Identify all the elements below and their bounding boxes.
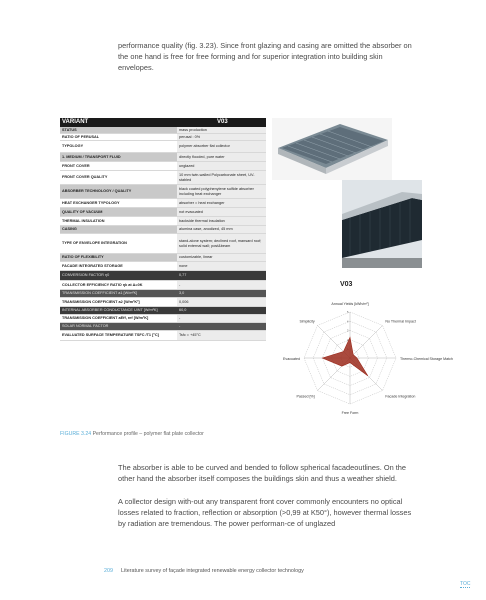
table-row <box>60 234 266 254</box>
row-label: THERMAL INSULATION <box>62 218 105 223</box>
table-header <box>60 118 266 127</box>
row-value: 3,0 <box>177 290 266 297</box>
table-row <box>60 127 266 134</box>
row-label: FRONT COVER <box>62 163 90 168</box>
row-label: TYPE OF ENVELOPE INTEGRATION <box>62 241 127 246</box>
row-label: CONVERSION FACTOR η0 <box>62 273 110 278</box>
radar-series-v03 <box>322 337 367 376</box>
paragraph-1: The absorber is able to be curved and bended to follow spherical facadeoutlines. On the other hand the absorber itself composes the buildings skin and thus a weather shield. <box>118 463 407 483</box>
row-value: 0,77 <box>177 271 266 280</box>
photo-area <box>272 118 422 268</box>
variant-table <box>60 118 266 341</box>
row-value: 10 mm twin-walled Polycarbonate sheet, UV-stabled <box>177 171 266 184</box>
table-row <box>60 262 266 271</box>
row-value: stand-alone system; declined roof, mansard roof; solid external wall; post&beam <box>177 234 266 253</box>
running-footer: Literature survey of façade integrated renewable energy collector technology <box>121 568 304 574</box>
row-label: FRONT COVER QUALITY <box>62 175 108 180</box>
collector-photo <box>272 118 392 180</box>
radar-tick-label: 5 <box>347 311 349 315</box>
row-label: QUALITY OF VACUUM <box>62 209 103 214</box>
table-row <box>60 323 266 331</box>
table-row <box>60 226 266 234</box>
radar-title: V03 <box>340 281 353 288</box>
row-label: VARIANT <box>62 119 89 126</box>
table-row <box>60 281 266 290</box>
toc-link[interactable]: TOC <box>460 581 471 587</box>
row-label: RATIO OF FLEXIBILITY <box>62 255 104 260</box>
row-label: TYPOLOGY <box>62 144 84 149</box>
figure-caption <box>60 431 204 437</box>
radar-axis-label: Free Form <box>341 411 359 415</box>
radar-tick-label: 4 <box>347 320 349 324</box>
row-label: STATUS <box>62 127 77 132</box>
table-row <box>60 254 266 262</box>
row-value: - <box>177 323 266 330</box>
row-value: Tsfc = +45°C <box>177 331 266 340</box>
radar-axis-label: No Thermal Impact <box>385 319 416 324</box>
page-number: 209 <box>104 568 113 574</box>
table-row <box>60 217 266 226</box>
table-row <box>60 331 266 341</box>
radar-axis-label: Facade Integration <box>385 394 416 399</box>
row-label: INTERNAL ABSORBER CONDUCTANCE UINT [W/m²K] <box>62 308 158 313</box>
radar-tick-label: 3 <box>347 329 349 333</box>
radar-tick-label: 2 <box>347 338 349 342</box>
row-label: EVALUATED SURFACE TEMPERATURE TSFC /T1 [°C] <box>62 333 159 338</box>
table-row <box>60 271 266 281</box>
row-label: TRANSMISSION COEFFICIENT a2 [W/m²K²] <box>62 299 140 304</box>
row-value: backside thermal insulation <box>177 217 266 225</box>
row-value: absorber = heat exchanger <box>177 199 266 207</box>
table-row <box>60 141 266 153</box>
radar-axis-label: Thermo-Chemical Storage Match <box>400 357 453 361</box>
table-row <box>60 185 266 199</box>
row-value: alumina case, anodized, 45 mm <box>177 226 266 233</box>
building-photo <box>342 180 422 268</box>
row-value: mass production <box>177 127 266 133</box>
row-value: 0,006 <box>177 298 266 306</box>
row-label: CASING <box>62 227 77 232</box>
row-label: ABSORBER TECHNOLOGY / QUALITY <box>62 189 132 194</box>
table-row <box>60 171 266 185</box>
row-label: 1. MEDIUM / TRANSPORT FLUID <box>62 154 121 159</box>
table-row <box>60 153 266 162</box>
row-value: polymer absorber flat collector <box>177 141 266 152</box>
table-row <box>60 290 266 298</box>
row-value: - <box>177 281 266 289</box>
row-value: - <box>177 315 266 322</box>
row-value: perusal : 0% <box>177 134 266 140</box>
radar-axis-label: Evacuated <box>283 357 300 361</box>
table-row <box>60 199 266 208</box>
row-value: customizable, linear <box>177 254 266 261</box>
paragraph-top: performance quality (fig. 3.23). Since front glazing and casing are omitted the absorber on the one hand is free for free forming and for superior integration into building skin envelopes. <box>118 41 412 72</box>
row-label: SOLAR NORMAL FACTOR <box>62 324 109 329</box>
radar-chart <box>270 280 453 430</box>
figure-number: FIGURE 3.24 <box>60 431 92 437</box>
row-value: not evacuated <box>177 208 266 216</box>
row-value: unglazed <box>177 162 266 170</box>
table-row <box>60 162 266 171</box>
row-label: HEAT EXCHANGER TYPOLOGY <box>62 200 120 205</box>
row-label: TRANSMISSION COEFFICIENT aEff, ref [W/m²K] <box>62 316 149 321</box>
row-label: FACADE INTEGRATED STORAGE <box>62 263 123 268</box>
row-value: V03 <box>177 118 266 127</box>
table-row <box>60 134 266 141</box>
row-value: directly flooded, pure water <box>177 153 266 161</box>
radar-axis-label: Simplicity <box>299 319 315 324</box>
radar-axis-label: Passed [%] <box>296 394 315 399</box>
table-row <box>60 298 266 307</box>
table-row <box>60 208 266 217</box>
row-label: COLLECTOR EFFICIENCY RATIO ηk at Δ=0K <box>62 282 143 287</box>
table-row <box>60 307 266 315</box>
row-value: 60,0 <box>177 307 266 314</box>
paragraph-2: A collector design with-out any transparent front cover commonly encounters no optical losses related to fraction, reflection or absorption (>0,99 at K50°), however thermal losses by radiation are tremendous. The power performan-ce of unglazed <box>118 497 412 528</box>
row-label: TRANSMISSION COEFFICIENT a1 [W/m²K] <box>62 291 138 296</box>
radar-axis-label: Annual Yields [kWh/m²] <box>331 302 369 306</box>
row-value: black coated polyphenylene sulfide absorber including heat exchanger <box>177 185 266 198</box>
row-label: RATIO OF PERUSAL <box>62 134 100 139</box>
figure-caption-text: Performance profile – polymer flat plate collector <box>92 431 204 437</box>
row-value: none <box>177 262 266 270</box>
table-row <box>60 315 266 323</box>
